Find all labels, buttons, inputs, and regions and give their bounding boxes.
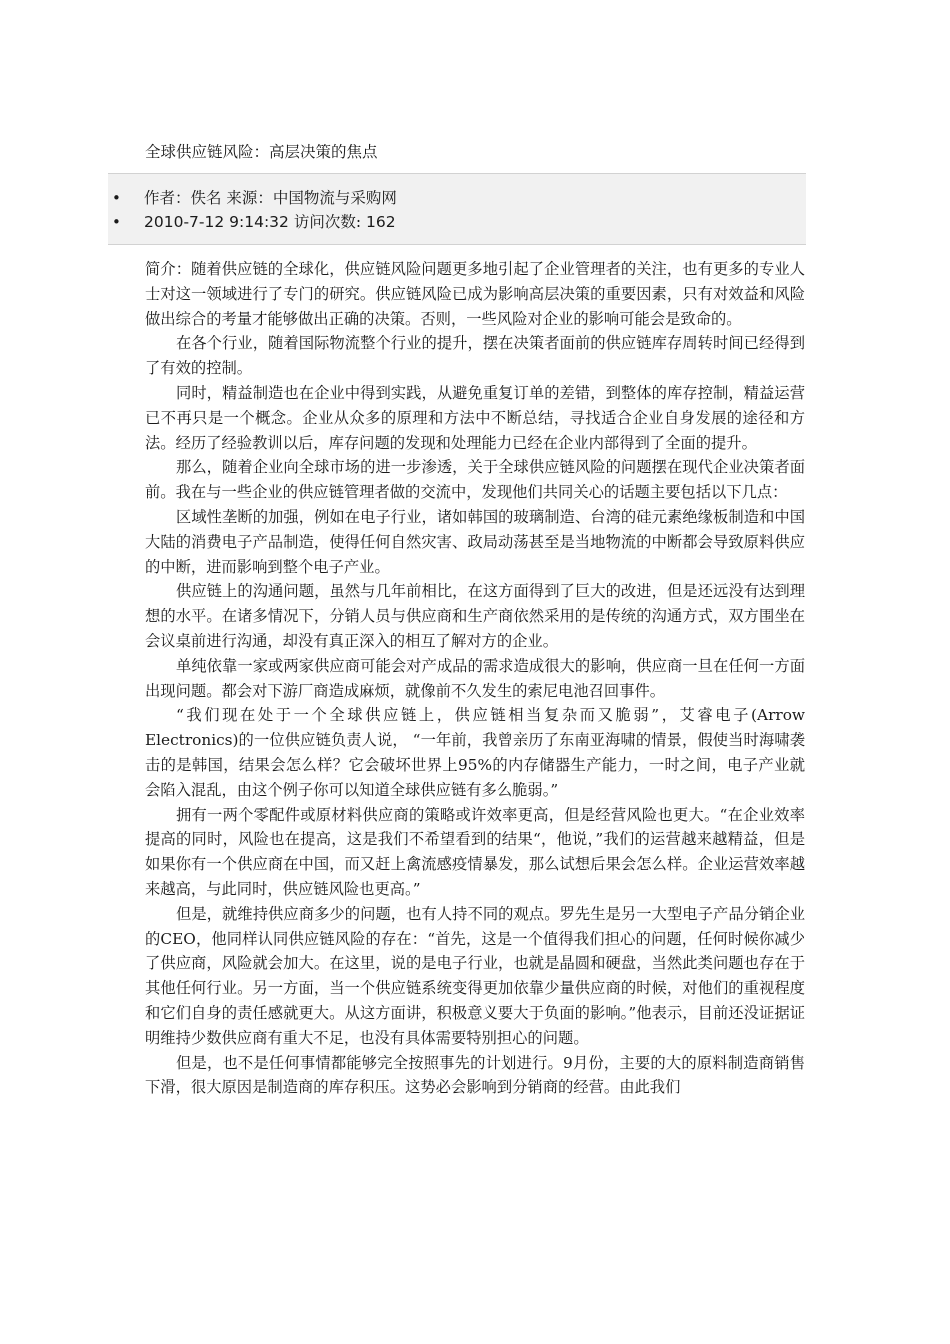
article-paragraph: “我们现在处于一个全球供应链上，供应链相当复杂而又脆弱”，艾睿电子(Arrow Electronics)的一位供应链负责人说， “一年前，我曾亲历了东南亚海啸的情景，假使当时海啸袭击的是韩国，结果会怎么样？它会破坏世界上95%的内存储器生产能力，一时之间，电子产业就会陷入混乱，由这个例子你可以知道全球供应链有多么脆弱。”: [145, 706, 805, 799]
article-summary: 简介：随着供应链的全球化，供应链风险问题更多地引起了企业管理者的关注，也有更多的专业人士对这一领域进行了专门的研究。供应链风险已成为影响高层决策的重要因素，只有对效益和风险做出综合的考量才能够做出正确的决策。否则，一些风险对企业的影响可能会是致命的。: [145, 260, 805, 328]
article-paragraph: 拥有一两个零配件或原材料供应商的策略或许效率更高，但是经营风险也更大。“在企业效率提高的同时，风险也在提高，这是我们不希望看到的结果“，他说，”我们的运营越来越精益，但是如果你有一个供应商在中国，而又赶上禽流感疫情暴发，那么试想后果会怎么样。企业运营效率越来越高，与此同时，供应链风险也更高。”: [145, 805, 805, 898]
views-count: 162: [366, 213, 396, 231]
bullet-icon: •: [112, 213, 121, 231]
article-paragraph: 但是，就维持供应商多少的问题，也有人持不同的观点。罗先生是另一大型电子产品分销企业的CEO，他同样认同供应链风险的存在：“首先，这是一个值得我们担心的问题，任何时候你减少了供应商，风险就会加大。在这里，说的是电子行业，也就是晶圆和硬盘，当然此类问题也存在于其他任何行业。另一方面，当一个供应链系统变得更加依靠少量供应商的时候，对他们的重视程度和它们自身的责任感就更大。从这方面讲，积极意义要大于负面的影响。”他表示，目前还没证据证明维持少数供应商有重大不足，也没有具体需要特别担心的问题。: [145, 904, 805, 1047]
article-paragraph: 单纯依靠一家或两家供应商可能会对产成品的需求造成很大的影响，供应商一旦在任何一方面出现问题。都会对下游厂商造成麻烦，就像前不久发生的索尼电池召回事件。: [145, 656, 805, 700]
author-source-text: 作者：佚名 来源：中国物流与采购网: [144, 189, 397, 207]
article-paragraph: 供应链上的沟通问题，虽然与几年前相比，在这方面得到了巨大的改进，但是还远没有达到理想的水平。在诸多情况下，分销人员与供应商和生产商依然采用的是传统的沟通方式，双方围坐在会议桌前进行沟通，却没有真正深入的相互了解对方的企业。: [145, 582, 805, 650]
article-meta-box: [108, 173, 806, 245]
article-body: [145, 257, 805, 1100]
article-paragraph: 但是，也不是任何事情都能够完全按照事先的计划进行。9月份，主要的大的原料制造商销售下滑，很大原因是制造商的库存积压。这势必会影响到分销商的经营。由此我们: [145, 1053, 805, 1097]
article-paragraph: 区域性垄断的加强，例如在电子行业，诸如韩国的玻璃制造、台湾的硅元素绝缘板制造和中国大陆的消费电子产品制造，使得任何自然灾害、政局动荡甚至是当地物流的中断都会导致原料供应的中断，进而影响到整个电子产业。: [145, 507, 805, 576]
article-paragraph: 同时，精益制造也在企业中得到实践，从避免重复订单的差错，到整体的库存控制，精益运营已不再只是一个概念。企业从众多的原理和方法中不断总结，寻找适合企业自身发展的途径和方法。经历了经验教训以后，库存问题的发现和处理能力已经在企业内部得到了全面的提升。: [145, 383, 805, 452]
views-label: 访问次数:: [293, 213, 362, 231]
article-paragraph: 那么，随着企业向全球市场的进一步渗透，关于全球供应链风险的问题摆在现代企业决策者面前。我在与一些企业的供应链管理者做的交流中，发现他们共同关心的话题主要包括以下几点：: [145, 458, 805, 502]
date-views-text: [144, 211, 396, 233]
article-paragraph: 在各个行业，随着国际物流整个行业的提升，摆在决策者面前的供应链库存周转时间已经得到了有效的控制。: [145, 334, 805, 378]
article-title: 全球供应链风险：高层决策的焦点: [145, 143, 378, 161]
publish-datetime: 2010-7-12 9:14:32: [144, 213, 289, 231]
bullet-icon: •: [112, 189, 121, 207]
